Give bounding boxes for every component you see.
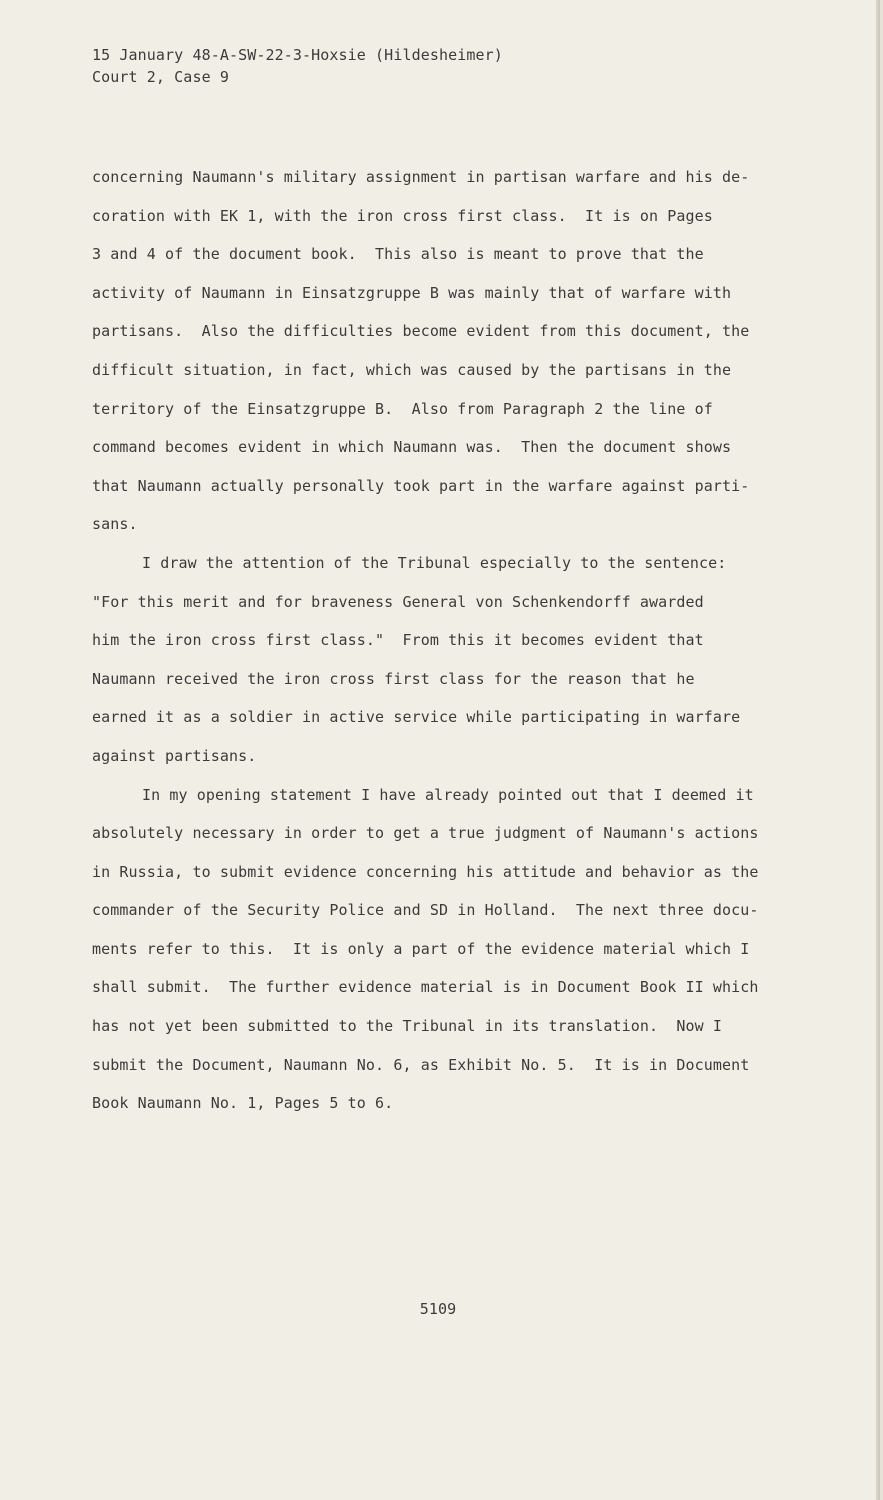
text-line: "For this merit and for braveness General von Schenkendorff awarded (92, 592, 704, 611)
text-line: I draw the attention of the Tribunal especially to the sentence: (142, 553, 727, 572)
text-line: territory of the Einsatzgruppe B. Also from Paragraph 2 the line of (92, 399, 713, 418)
text-line: sans. (92, 515, 138, 534)
text-line: absolutely necessary in order to get a true judgment of Naumann's actions (92, 824, 759, 843)
text-line: him the iron cross first class." From this it becomes evident that (92, 631, 704, 650)
paragraph-2 (92, 544, 812, 776)
text-line: In my opening statement I have already pointed out that I deemed it (142, 785, 754, 804)
text-line: concerning Naumann's military assignment in partisan warfare and his de- (92, 168, 750, 186)
text-line: earned it as a soldier in active service while participating in warfare (92, 708, 741, 727)
text-line: partisans. Also the difficulties become evident from this document, the (92, 322, 750, 341)
header-date-reference: 15 January 48-A-SW-22-3-Hoxsie (Hildesheimer) (92, 46, 503, 64)
transcript-body (92, 158, 812, 1123)
paragraph-3 (92, 776, 812, 1123)
text-line: Naumann received the iron cross first class for the reason that he (92, 669, 695, 688)
text-line: coration with EK 1, with the iron cross first class. It is on Pages (92, 206, 713, 225)
text-line: that Naumann actually personally took part in the warfare against parti- (92, 476, 750, 495)
text-line: submit the Document, Naumann No. 6, as Exhibit No. 5. It is in Document (92, 1055, 750, 1074)
paragraph-1 (92, 158, 812, 544)
text-line: has not yet been submitted to the Tribunal in its translation. Now I (92, 1017, 723, 1036)
text-line: 3 and 4 of the document book. This also is meant to prove that the (92, 245, 704, 264)
text-line: in Russia, to submit evidence concerning his attitude and behavior as the (92, 862, 759, 881)
text-line: Book Naumann No. 1, Pages 5 to 6. (92, 1094, 394, 1113)
text-line: difficult situation, in fact, which was caused by the partisans in the (92, 360, 732, 379)
text-line: against partisans. (92, 746, 257, 765)
page-number: 5109 (419, 1300, 457, 1318)
text-line: commander of the Security Police and SD in Holland. The next three docu- (92, 901, 759, 920)
header-court-case: Court 2, Case 9 (92, 68, 229, 86)
text-line: ments refer to this. It is only a part of the evidence material which I (92, 939, 750, 958)
text-line: activity of Naumann in Einsatzgruppe B was mainly that of warfare with (92, 283, 732, 302)
text-line: shall submit. The further evidence material is in Document Book II which (92, 978, 759, 997)
document-header (92, 44, 503, 88)
text-line: command becomes evident in which Naumann was. Then the document shows (92, 438, 732, 457)
